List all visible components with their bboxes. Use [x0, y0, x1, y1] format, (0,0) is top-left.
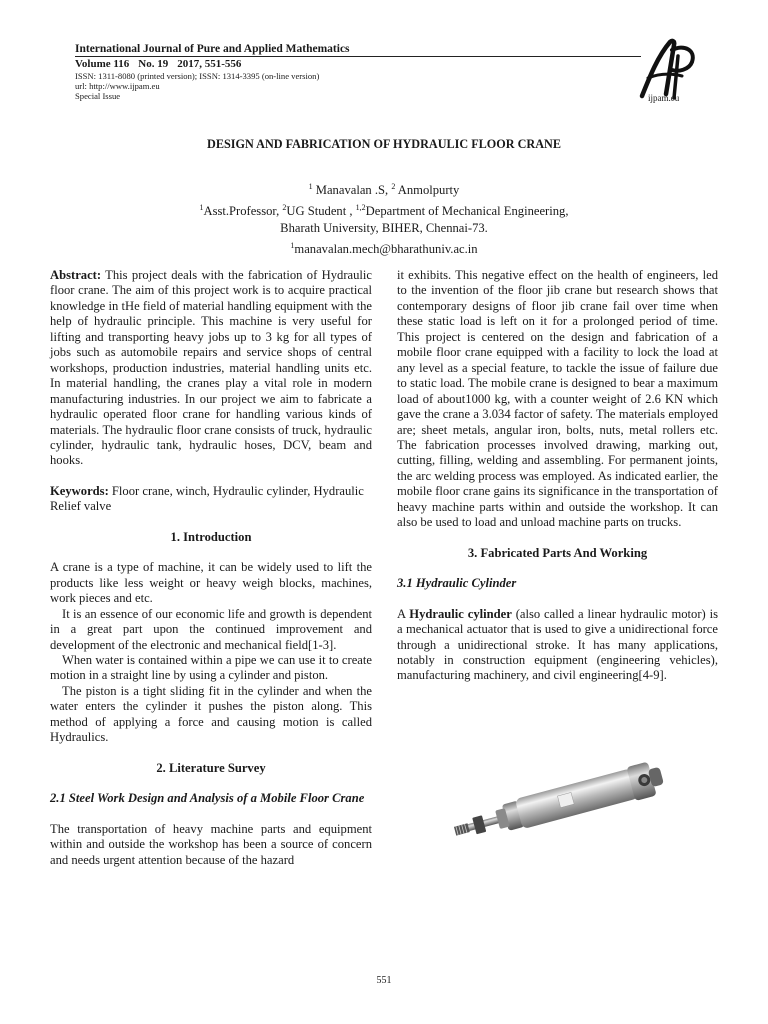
author-superscript: 1: [308, 182, 313, 191]
keywords-text: Floor crane, winch, Hydraulic cylinder, Hydraulic Relief valve: [50, 483, 364, 514]
journal-year-pages: 2017, 551-556: [177, 58, 242, 70]
left-column: [50, 268, 372, 868]
author-role: UG Student ,: [286, 204, 356, 219]
author-email[interactable]: manavalan.mech@bharathuniv.ac.in: [294, 242, 478, 257]
journal-volume-line: [75, 58, 641, 71]
paragraph: [397, 607, 718, 684]
journal-special-issue: Special Issue: [75, 91, 121, 101]
page-number: 551: [376, 975, 392, 986]
hydraulic-cylinder-image: [446, 750, 670, 846]
paragraph-text: A: [397, 606, 410, 621]
author-affiliation: [0, 199, 768, 220]
author-institution: Bharath University, BIHER, Chennai-73.: [280, 221, 488, 236]
paragraph: When water is contained within a pipe we can use it to create motion in a straight line by using a cylinder and piston.: [50, 652, 372, 683]
section-heading-fabricated-parts: 3. Fabricated Parts And Working: [467, 545, 648, 560]
journal-issn: ISSN: 1311-8080 (printed version); ISSN: 1314-3395 (on-line version): [75, 71, 320, 81]
abstract: [50, 268, 372, 469]
section-heading-introduction: 1. Introduction: [170, 529, 252, 544]
paragraph: The piston is a tight sliding fit in the cylinder and when the water enters the cylinder it pushes the piston along. This method of applying a force and causing motion is called Hydraulics.: [50, 683, 372, 745]
journal-logo-text: ijpam.eu: [648, 93, 680, 103]
subsection-heading-hydraulic-cylinder: 3.1 Hydraulic Cylinder: [397, 576, 517, 591]
paragraph-term: Hydraulic cylinder: [409, 606, 512, 621]
subsection-heading-steel-work: 2.1 Steel Work Design and Analysis of a Mobile Floor Crane: [50, 791, 365, 806]
paragraph: it exhibits. This negative effect on the health of engineers, led to the invention of the floor jib crane but research shows that contemporary designs of floor jib crane fail over time when these static load is left on it for a prolonged period of time. This project is centered on the design and fabrication of a mobile floor crane equipped with a facility to lock the load at any level as a special feature, to tackle the issue of failure due to static load. The mobile crane is designed to bear a maximum load of about1000 kg, with a counter weight of 2.6 KN which gave the crane a 3.034 factor of safety. The materials employed are; sheet metals, angular iron, bolts, nuts, metal rollers etc. The fabrication processes involved drawing, marking out, cutting, filling, welding and assembling. For permanent joints, the arc welding process was employed. As indicated earlier, the mobile floor crane gains its significance in the transportation of heavy machine parts within and outside the workshop. It can also be used to load and unload machine parts on trucks.: [397, 268, 718, 530]
paragraph-text: (also called a linear hydraulic motor) is a mechanical actuator that is used to give a unidirectional force through a unidirectional stroke. It has many applications, notably in construction equipment (engineering vehicles), manufacturing machinery, and civil engineering[4-9].: [397, 606, 718, 683]
journal-volume: Volume 116: [75, 58, 130, 70]
author-superscript: 2: [391, 182, 396, 191]
paragraph: A crane is a type of machine, it can be widely used to lift the products like less weight or heavy weigh blocks, machines, work pieces and etc.: [50, 560, 372, 606]
abstract-text: This project deals with the fabrication of Hydraulic floor crane. The aim of this project work is to acquire practical knowledge in tHe field of material handling equipment with the help of hydraulic principle. This machine is very useful for lifting and transporting heavy jobs up to 3 kg for all types of jobs such as automobile repairs and service shops of central workshops, production industries, material handling units etc. In material handling, the cranes play a vital role in modern manufacturing industries. In our project we aim to fabricate a hydraulic operated floor crane for handling various kinds of materials. The hydraulic floor crane consists of truck, hydraulic cylinder, hydraulic tank, hydraulic hoses, DCV, beam and hooks.: [50, 268, 372, 468]
author-superscript: 1: [199, 203, 204, 213]
author-name: Manavalan .S,: [312, 183, 392, 198]
paragraph: It is an essence of our economic life and growth is dependent in a great part upon the continued improvement and development of the electronic and mechanical field[1-3].: [50, 606, 372, 652]
author-email-line: [0, 237, 768, 258]
section-heading-literature: 2. Literature Survey: [156, 760, 266, 775]
author-superscript: 1,2: [355, 203, 366, 213]
journal-name: International Journal of Pure and Applied Mathematics: [75, 43, 350, 55]
author-name: Anmolpurty: [395, 183, 460, 198]
author-names: [0, 178, 768, 199]
author-department: Department of Mechanical Engineering,: [365, 204, 569, 219]
author-superscript: 1: [290, 241, 295, 251]
paper-title: DESIGN AND FABRICATION OF HYDRAULIC FLOOR CRANE: [207, 137, 561, 151]
paragraph: The transportation of heavy machine parts and equipment within and outside the workshop has been a source of concern and needs urgent attention because of the hazard: [50, 821, 372, 867]
journal-url: url: http://www.ijpam.eu: [75, 81, 160, 91]
journal-header: [75, 43, 641, 101]
right-column: [397, 268, 718, 684]
author-superscript: 2: [282, 203, 287, 213]
journal-number: No. 19: [138, 58, 169, 70]
header-rule: [75, 56, 641, 57]
author-role: Asst.Professor,: [203, 204, 283, 219]
abstract-label: Abstract:: [50, 268, 102, 282]
keywords: [50, 484, 372, 515]
keywords-label: Keywords:: [50, 483, 109, 498]
author-block: [0, 178, 768, 259]
